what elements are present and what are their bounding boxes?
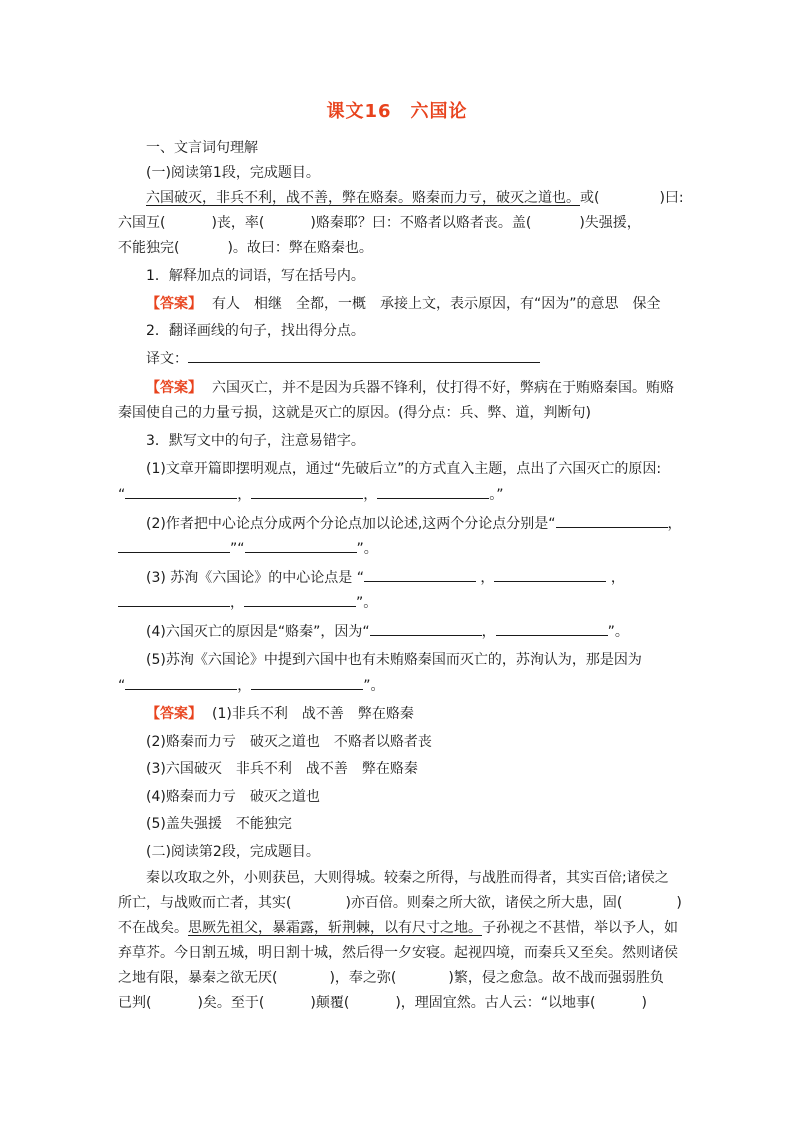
passage-text: 所亡，与战败而亡者，其实( xyxy=(118,895,292,911)
answer-2-line-2: 秦国使自己的力量亏损，这就是灭亡的原因。(得分点：兵、弊、道，判断句) xyxy=(118,405,591,421)
question-text: (2)作者把中心论点分成两个分论点加以论述,这两个分论点分别是“ xyxy=(146,516,556,532)
question-3-5-blanks: “ ， ”。 xyxy=(118,675,385,696)
translation-blank[interactable] xyxy=(188,348,540,363)
question-3: 3．默写文中的句子，注意易错字。 xyxy=(146,433,365,449)
passage-2-line-4: 弃草芥。今日割五城，明日割十城，然后得一夕安寝。起视四境，而秦兵又至矣。然则诸侯 xyxy=(118,945,678,961)
passage-1-line-2 xyxy=(118,213,641,233)
passage-text: )曰: xyxy=(659,190,684,206)
fill-blank[interactable] xyxy=(370,621,482,636)
fill-blank[interactable] xyxy=(496,621,608,636)
passage-2-line-6 xyxy=(118,993,647,1013)
answer-3-line-1 xyxy=(146,704,414,724)
question-3-3: (3) 苏洵《六国论》的中心论点是 “ ， ， xyxy=(146,567,625,588)
passage-text: )赂秦耶？曰：不赂者以赂者丧。盖( xyxy=(310,215,532,231)
fill-blank[interactable] xyxy=(244,592,356,607)
answer-3-line-3: (3)六国破灭 非兵不利 战不善 弊在赂秦 xyxy=(146,761,418,777)
question-3-4: (4)六国灭亡的原因是“赂秦”，因为“ ， ”。 xyxy=(146,621,629,642)
passage-2-line-3 xyxy=(118,918,678,938)
answer-text: 有人 相继 全都，一概 承接上文，表示原因，有“因为”的意思 保全 xyxy=(212,296,661,312)
answer-3-line-5: (5)盖失强援 不能独完 xyxy=(146,816,292,832)
answer-text: (1)非兵不利 战不善 弊在赂秦 xyxy=(212,706,414,722)
question-3-2: (2)作者把中心论点分成两个分论点加以论述,这两个分论点分别是“ ， xyxy=(146,513,682,534)
translation-line xyxy=(146,348,540,369)
question-3-1-blanks: “ ， ， 。” xyxy=(118,484,504,505)
fill-blank[interactable] xyxy=(118,538,230,553)
answer-1 xyxy=(146,294,661,314)
passage-text: ) xyxy=(676,895,682,911)
passage-text: 六国互( xyxy=(118,215,166,231)
passage-text: 或( xyxy=(580,190,600,206)
answer-3-line-4: (4)赂秦而力亏 破灭之道也 xyxy=(146,789,320,805)
subsection-heading-1: (一)阅读第1段，完成题目。 xyxy=(146,165,320,181)
passage-text: )亦百倍。则秦之所大欲，诸侯之所大患，固( xyxy=(345,895,623,911)
question-3-1: (1)文章开篇即摆明观点，通过“先破后立”的方式直入主题，点出了六国灭亡的原因: xyxy=(146,461,662,477)
fill-blank[interactable] xyxy=(377,484,489,499)
passage-text: )失强援， xyxy=(579,215,641,231)
answer-text: 六国灭亡，并不是因为兵器不锋利，仗打得不好，弊病在于贿赂秦国。贿赂 xyxy=(212,380,674,396)
translation-label: 译文： xyxy=(146,351,188,367)
fill-blank[interactable] xyxy=(118,592,230,607)
answer-label: 【答案】 xyxy=(146,296,202,312)
passage-text: )繁，侵之愈急。故不战而强弱胜负 xyxy=(448,970,664,986)
underlined-sentence: 思厥先祖父，暴霜露，斩荆棘，以有尺寸之地。 xyxy=(188,920,482,936)
passage-2-line-2 xyxy=(118,893,682,913)
question-3-3-blanks: ， ”。 xyxy=(118,592,377,613)
passage-text: )。故曰：弊在赂秦也。 xyxy=(227,240,373,256)
passage-1-line-3 xyxy=(118,238,373,258)
passage-text: ) xyxy=(641,995,647,1011)
underlined-sentence: 六国破灭，非兵不利，战不善，弊在赂秦。赂秦而力亏，破灭之道也。 xyxy=(146,190,580,206)
fill-blank[interactable] xyxy=(125,675,237,690)
fill-blank[interactable] xyxy=(245,538,357,553)
question-1: 1．解释加点的词语，写在括号内。 xyxy=(146,268,365,284)
fill-blank[interactable] xyxy=(556,513,668,528)
passage-2-line-5 xyxy=(118,968,664,988)
question-2: 2．翻译画线的句子，找出得分点。 xyxy=(146,323,365,339)
page-title: 课文16 六国论 xyxy=(326,101,468,122)
answer-label: 【答案】 xyxy=(146,706,202,722)
passage-2-line-1: 秦以攻取之外，小则获邑，大则得城。较秦之所得，与战胜而得者，其实百倍;诸侯之 xyxy=(146,870,669,886)
passage-text: 已判( xyxy=(118,995,152,1011)
question-3-2-blanks: ”“ ”。 xyxy=(118,538,378,559)
passage-text: 之地有限，暴秦之欲无厌( xyxy=(118,970,278,986)
fill-blank[interactable] xyxy=(494,567,606,582)
fill-blank[interactable] xyxy=(364,567,476,582)
passage-text: )，理固宜然。古人云：“以地事( xyxy=(395,995,596,1011)
question-3-5: (5)苏洵《六国论》中提到六国中也有未贿赂秦国而灭亡的，苏洵认为，那是因为 xyxy=(146,652,642,668)
passage-text: 不在战矣。 xyxy=(118,920,188,936)
question-text: (4)六国灭亡的原因是“赂秦”，因为“ xyxy=(146,624,370,640)
passage-text: )矣。至于( xyxy=(197,995,265,1011)
answer-3-line-2: (2)赂秦而力亏 破灭之道也 不赂者以赂者丧 xyxy=(146,734,432,750)
passage-text: 不能独完( xyxy=(118,240,180,256)
section-heading: 一、文言词句理解 xyxy=(146,140,258,156)
answer-2-line-1 xyxy=(146,378,674,398)
question-text: (3) 苏洵《六国论》的中心论点是 “ xyxy=(146,570,364,586)
fill-blank[interactable] xyxy=(251,675,363,690)
passage-text: )丧，率( xyxy=(211,215,265,231)
passage-text: )，奉之弥( xyxy=(329,970,397,986)
passage-text: )颠覆( xyxy=(310,995,350,1011)
fill-blank[interactable] xyxy=(125,484,237,499)
passage-text: 子孙视之不甚惜，举以予人，如 xyxy=(482,920,678,936)
answer-label: 【答案】 xyxy=(146,380,202,396)
fill-blank[interactable] xyxy=(251,484,363,499)
subsection-heading-2: (二)阅读第2段，完成题目。 xyxy=(146,844,320,860)
passage-1-line-1 xyxy=(146,188,684,208)
